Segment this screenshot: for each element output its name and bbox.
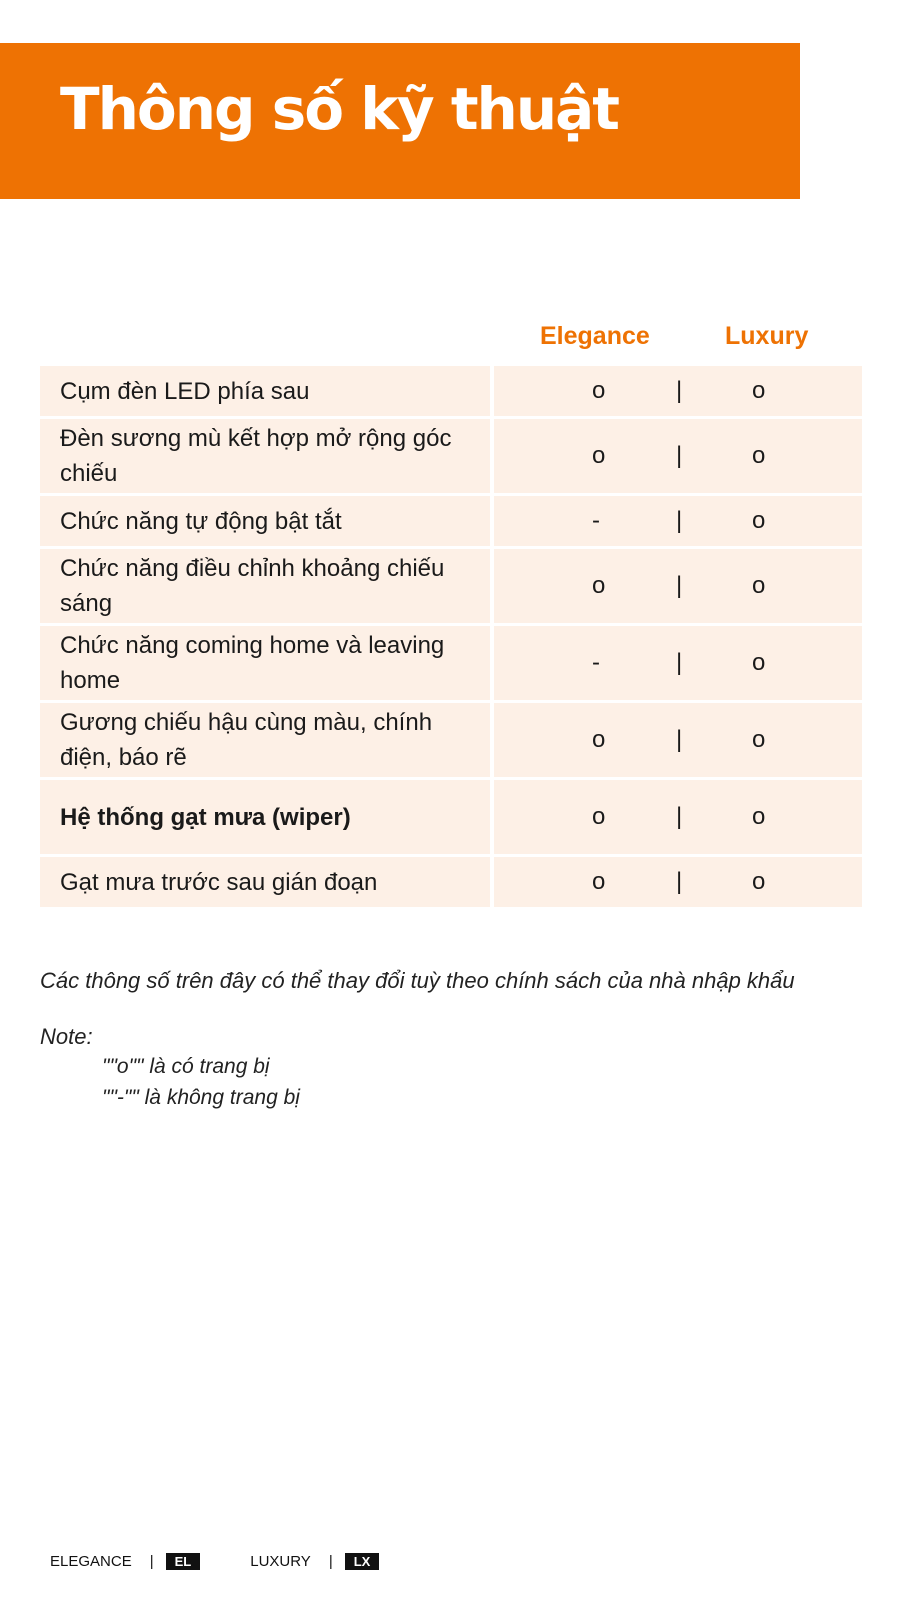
value-elegance: - <box>592 507 600 534</box>
column-header-luxury: Luxury <box>725 322 809 350</box>
value-separator: | <box>676 442 683 469</box>
footer-elegance-tag: EL <box>166 1553 201 1570</box>
note-line-equipped: ""o"" là có trang bị <box>102 1055 270 1078</box>
disclaimer-text: Các thông số trên đây có thể thay đổi tuỳ theo chính sách của nhà nhập khẩu <box>40 968 795 993</box>
spec-values <box>494 419 862 493</box>
table-row <box>40 780 862 854</box>
footer-luxury-text: LUXURY <box>250 1553 311 1570</box>
value-separator: | <box>676 649 683 676</box>
spec-label: Chức năng điều chỉnh khoảng chiếu sáng <box>40 549 490 623</box>
value-luxury: o <box>752 442 766 469</box>
spec-label: Chức năng tự động bật tắt <box>40 496 490 546</box>
value-luxury: o <box>752 649 766 676</box>
footer-separator: | <box>149 1553 154 1570</box>
value-elegance: o <box>592 442 606 469</box>
footer-luxury-tag: LX <box>345 1553 380 1570</box>
spec-label: Hệ thống gạt mưa (wiper) <box>40 780 490 854</box>
note-label: Note: <box>40 1024 93 1049</box>
spec-table <box>40 366 862 910</box>
table-row <box>40 857 862 907</box>
spec-values <box>494 703 862 777</box>
spec-values <box>494 857 862 907</box>
value-luxury: o <box>752 726 766 753</box>
table-row <box>40 496 862 546</box>
value-elegance: o <box>592 803 606 830</box>
value-separator: | <box>676 507 683 534</box>
page-title: Thông số kỹ thuật <box>60 75 619 143</box>
value-separator: | <box>676 868 683 895</box>
title-banner <box>0 43 800 199</box>
footer-elegance-text: ELEGANCE <box>50 1553 132 1570</box>
column-header-elegance: Elegance <box>540 322 650 350</box>
value-luxury: o <box>752 377 766 404</box>
value-separator: | <box>676 803 683 830</box>
spec-values <box>494 496 862 546</box>
value-luxury: o <box>752 868 766 895</box>
value-elegance: o <box>592 377 606 404</box>
table-row <box>40 366 862 416</box>
value-elegance: o <box>592 868 606 895</box>
table-row <box>40 419 862 493</box>
spec-label: Đèn sương mù kết hợp mở rộng góc chiếu <box>40 419 490 493</box>
value-luxury: o <box>752 507 766 534</box>
table-row <box>40 549 862 623</box>
value-luxury: o <box>752 572 766 599</box>
spec-label: Gạt mưa trước sau gián đoạn <box>40 857 490 907</box>
value-elegance: - <box>592 649 600 676</box>
spec-values <box>494 626 862 700</box>
spec-label: Gương chiếu hậu cùng màu, chính điện, báo rẽ <box>40 703 490 777</box>
table-row <box>40 626 862 700</box>
table-row <box>40 703 862 777</box>
note-line-not-equipped: ""-"" là không trang bị <box>102 1086 300 1109</box>
footer-separator: | <box>328 1553 333 1570</box>
spec-values <box>494 366 862 416</box>
footer-legend <box>50 1553 379 1570</box>
value-elegance: o <box>592 726 606 753</box>
value-separator: | <box>676 726 683 753</box>
spec-label: Chức năng coming home và leaving home <box>40 626 490 700</box>
value-separator: | <box>676 572 683 599</box>
value-luxury: o <box>752 803 766 830</box>
spec-values <box>494 549 862 623</box>
spec-values <box>494 780 862 854</box>
value-elegance: o <box>592 572 606 599</box>
spec-label: Cụm đèn LED phía sau <box>40 366 490 416</box>
value-separator: | <box>676 377 683 404</box>
